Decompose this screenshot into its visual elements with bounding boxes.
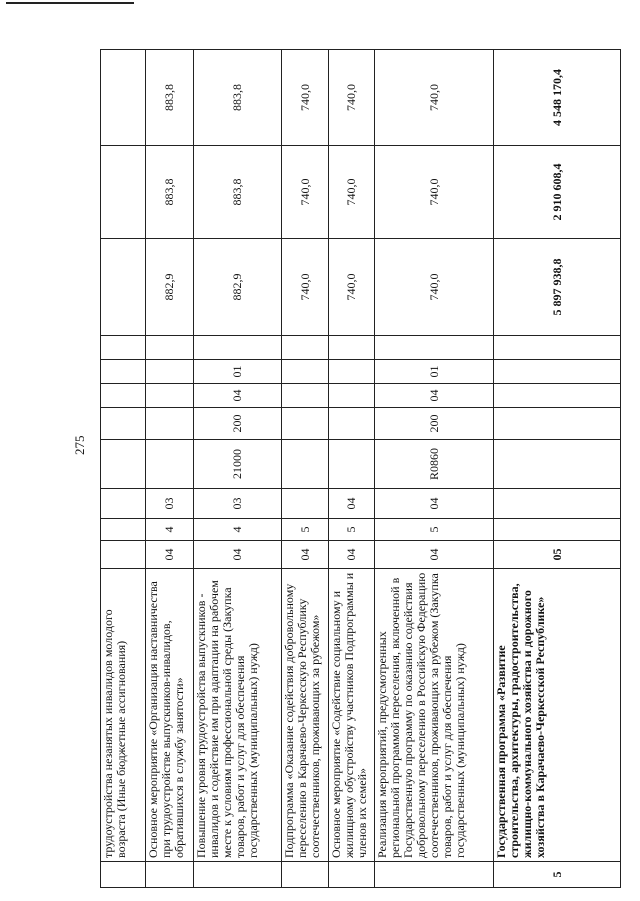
- code-extra: [194, 336, 282, 360]
- amount-year-3: [101, 50, 146, 146]
- amount-year-3: 740,0: [282, 50, 329, 146]
- code-direction: 21000: [194, 440, 282, 489]
- amount-year-2: 883,8: [194, 146, 282, 239]
- code-ministry: 04: [329, 541, 375, 569]
- header-rule: [6, 2, 134, 4]
- code-program: 5: [282, 519, 329, 541]
- row-number: [282, 862, 329, 888]
- amount-year-1: 740,0: [375, 239, 494, 336]
- code-subsection: [329, 360, 375, 384]
- row-number: [194, 862, 282, 888]
- table-row: [146, 50, 194, 888]
- code-event: 03: [146, 489, 194, 519]
- code-event: 03: [194, 489, 282, 519]
- code-section: [146, 384, 194, 408]
- code-direction: R0860: [375, 440, 494, 489]
- code-extra: [101, 336, 146, 360]
- item-name: Основное мероприятие «Содействие социальному и жилищному обустройству участников Подпрограммы и членов их семей»: [329, 569, 375, 862]
- code-expense-type: 200: [194, 408, 282, 440]
- row-number: [329, 862, 375, 888]
- amount-year-2: 2 910 608,4: [494, 146, 621, 239]
- item-name: Подпрограмма «Оказание содействия добровольному переселению в Карачаево-Черкесскую Республику соотечественников, проживающих за рубежом»: [282, 569, 329, 862]
- amount-year-1: 740,0: [282, 239, 329, 336]
- row-number: [146, 862, 194, 888]
- code-section: 04: [194, 384, 282, 408]
- amount-year-2: 740,0: [329, 146, 375, 239]
- code-subsection: [101, 360, 146, 384]
- code-ministry: 04: [282, 541, 329, 569]
- table-row: [494, 50, 621, 888]
- code-subsection: [282, 360, 329, 384]
- item-name: Государственная программа «Развитие строительства, архитектуры, градостроительства, жилищно-коммунального хозяйства и дорожного хозяйства в Карачаево-Черкесской Республике»: [494, 569, 621, 862]
- code-direction: [282, 440, 329, 489]
- code-extra: [329, 336, 375, 360]
- code-section: [494, 384, 621, 408]
- amount-year-1: 882,9: [194, 239, 282, 336]
- amount-year-3: 883,8: [146, 50, 194, 146]
- amount-year-3: 4 548 170,4: [494, 50, 621, 146]
- code-expense-type: [329, 408, 375, 440]
- row-number: 5: [494, 862, 621, 888]
- amount-year-1: 740,0: [329, 239, 375, 336]
- item-name: трудоустройства незанятых инвалидов молодого возраста (Иные бюджетные ассигнования): [101, 569, 146, 862]
- item-name: Повышение уровня трудоустройства выпускников - инвалидов и содействие им при адаптации на рабочем месте к условиям профессиональной среды (Закупка товаров, работ и услуг для обеспечения государственных (муниципальных) нужд): [194, 569, 282, 862]
- code-extra: [282, 336, 329, 360]
- code-section: [101, 384, 146, 408]
- code-program: [101, 519, 146, 541]
- table-row: [101, 50, 146, 888]
- amount-year-2: [101, 146, 146, 239]
- amount-year-3: 883,8: [194, 50, 282, 146]
- code-subsection: 01: [194, 360, 282, 384]
- table-row: [329, 50, 375, 888]
- code-expense-type: [101, 408, 146, 440]
- code-event: [282, 489, 329, 519]
- code-ministry: 04: [146, 541, 194, 569]
- table-row: [375, 50, 494, 888]
- amount-year-1: [101, 239, 146, 336]
- code-extra: [146, 336, 194, 360]
- code-extra: [375, 336, 494, 360]
- amount-year-1: 5 897 938,8: [494, 239, 621, 336]
- code-direction: [101, 440, 146, 489]
- amount-year-2: 740,0: [375, 146, 494, 239]
- table-row: [282, 50, 329, 888]
- amount-year-2: 883,8: [146, 146, 194, 239]
- amount-year-2: 740,0: [282, 146, 329, 239]
- row-number: [375, 862, 494, 888]
- code-ministry: 04: [194, 541, 282, 569]
- code-ministry: 05: [494, 541, 621, 569]
- code-section: [329, 384, 375, 408]
- code-subsection: [494, 360, 621, 384]
- code-program: 5: [375, 519, 494, 541]
- code-ministry: 04: [375, 541, 494, 569]
- code-event: 04: [375, 489, 494, 519]
- budget-table: [100, 49, 621, 888]
- amount-year-1: 882,9: [146, 239, 194, 336]
- code-program: [494, 519, 621, 541]
- row-number: [101, 862, 146, 888]
- code-expense-type: [494, 408, 621, 440]
- item-name: Реализация мероприятий, предусмотренных региональной программой переселения, включенной в Государственную программу по оказанию содействия добровольному переселению в Российскую Федерацию соотечественников, проживающих за рубежом (Закупка товаров, работ и услуг для обеспечения государственных (муниципальных) нужд): [375, 569, 494, 862]
- code-extra: [494, 336, 621, 360]
- item-name: Основное мероприятие «Организация наставничества при трудоустройстве выпускников-инвалидов, обратившихся в службу занятости»: [146, 569, 194, 862]
- code-event: [101, 489, 146, 519]
- code-program: 4: [194, 519, 282, 541]
- page-number: 275: [72, 435, 87, 455]
- code-direction: [329, 440, 375, 489]
- code-program: 4: [146, 519, 194, 541]
- code-section: [282, 384, 329, 408]
- code-subsection: 01: [375, 360, 494, 384]
- amount-year-3: 740,0: [375, 50, 494, 146]
- code-direction: [494, 440, 621, 489]
- code-section: 04: [375, 384, 494, 408]
- code-ministry: [101, 541, 146, 569]
- code-expense-type: [282, 408, 329, 440]
- code-program: 5: [329, 519, 375, 541]
- code-expense-type: 200: [375, 408, 494, 440]
- code-event: 04: [329, 489, 375, 519]
- code-direction: [146, 440, 194, 489]
- code-expense-type: [146, 408, 194, 440]
- code-subsection: [146, 360, 194, 384]
- code-event: [494, 489, 621, 519]
- amount-year-3: 740,0: [329, 50, 375, 146]
- table-row: [194, 50, 282, 888]
- rotated-table-page: [100, 50, 620, 888]
